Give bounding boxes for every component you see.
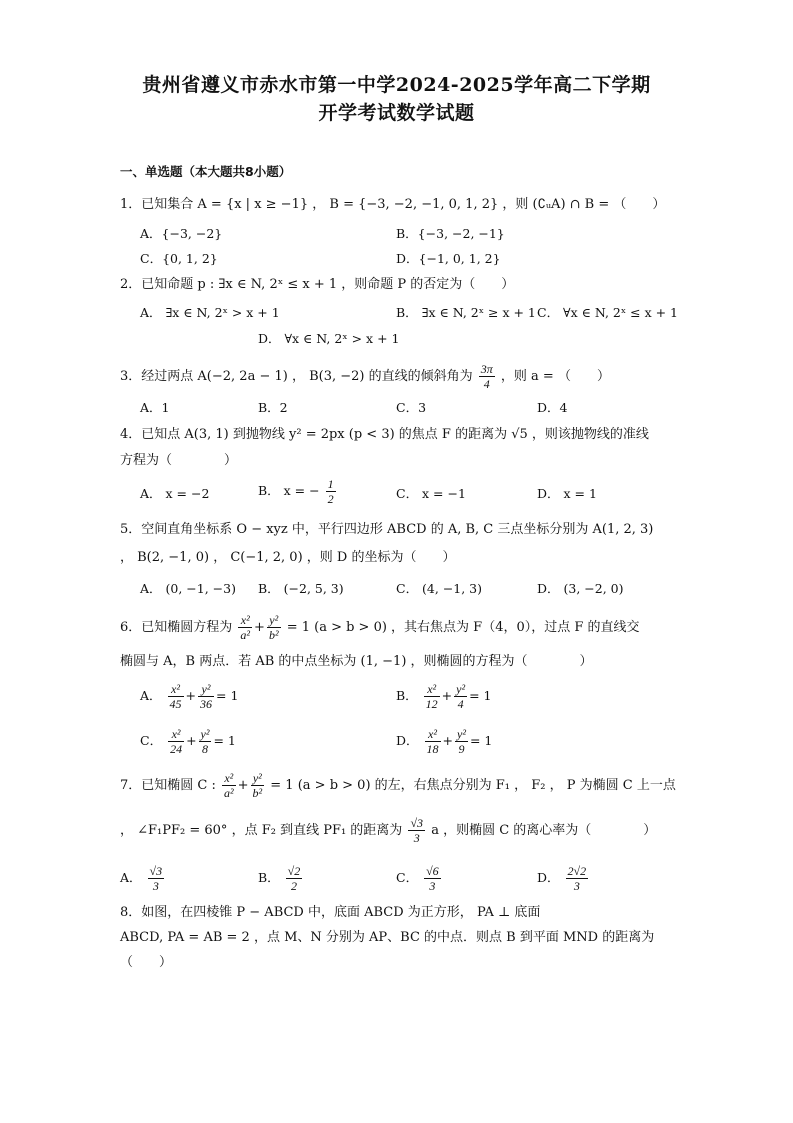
q7-option-c-numerator: √6 [426,864,439,878]
q7-option-c-label: C． [396,870,419,885]
q5-stem-line-2: ， B(2, −1, 0) ， C(−1, 2, 0) ，则 D 的坐标为（ ） [120,550,456,565]
q6-option-d-eq: = 1 [469,733,493,748]
q5-stem-line-1: 5．空间直角坐标系 O − xyz 中，平行四边形 ABCD 的 A, B, C 三点坐标分别为 A(1, 2, 3) [120,522,654,537]
q6-stem-part-a: 6．已知椭圆方程为 [120,620,233,635]
q4-option-b-denominator: 2 [327,492,334,506]
q7-option-a-numerator: √3 [149,864,163,878]
q4-option-c: C． x = −1 [396,486,466,501]
q7-option-c-fraction [424,864,441,893]
q7-option-b-label: B． [258,870,280,885]
q2-stem: 2．已知命题 p : ∃x ∈ N, 2ˣ ≤ x + 1 ，则命题 P 的否定为（ ） [120,277,515,292]
q7-fraction-y-numerator: y² [251,771,265,786]
q1-option-a: A．{−3, −2} [140,226,223,241]
q6-option-c [140,725,236,757]
q6-option-b-y-num: y² [456,682,466,696]
q6-fraction-x-numerator: x² [238,613,252,628]
q6-option-b-x-den: 12 [425,697,438,711]
q6-option-a-eq: = 1 [216,688,239,703]
q3-stem [120,362,610,392]
q7-plus: + [237,778,249,793]
q2-option-c: C． ∀x ∈ N, 2ˣ ≤ x + 1 [537,305,679,320]
q6-option-c-frac-y [199,727,212,756]
q8-stem-line-2: ABCD, PA = AB = 2 ，点 M、N 分别为 AP、BC 的中点．则点 B 到平面 MND 的距离为 [120,930,655,945]
q6-option-a-label: A． [140,688,162,703]
q4-option-a: A． x = −2 [140,486,210,501]
q7-stem2-numerator: √3 [410,816,424,830]
q7-option-d-numerator: 2√2 [567,864,587,878]
q7-option-b-numerator: √2 [287,864,301,878]
title-line-2: 开学考试数学试题 [318,102,475,124]
q7-stem-part-a: 7．已知椭圆 C : [120,778,216,793]
q7-option-b [258,862,304,894]
q6-option-b [396,680,492,712]
q6-fraction-y-numerator: y² [267,613,281,628]
q3-stem-part-a: 3．经过两点 A(−2, 2a − 1) ， B(3, −2) 的直线的倾斜角为 [120,369,473,384]
q7-stem-part-b: = 1 (a > b > 0) 的左，右焦点分别为 F₁ ， F₂ ， P 为椭圆 C 上一点 [270,778,676,793]
q6-option-a-x-den: 45 [169,697,182,711]
q6-fraction-x [238,613,252,642]
q6-option-d [396,725,492,757]
q3-fraction [479,362,495,391]
q4-option-d: D． x = 1 [537,486,597,501]
q8-stem-line-1: 8．如图，在四棱锥 P − ABCD 中，底面 ABCD 为正方形， PA ⊥ 底面 [120,905,541,920]
q7-option-d-label: D． [537,870,560,885]
q6-option-b-frac-x [424,682,440,711]
q5-option-c: C． (4, −1, 3) [396,581,483,596]
q6-option-b-label: B． [396,688,418,703]
q7-stem2-part-b: a ，则椭圆 C 的离心率为（ ） [431,823,657,838]
q2-option-a: A． ∃x ∈ N, 2ˣ > x + 1 [140,305,280,320]
q6-option-c-x-den: 24 [170,742,183,756]
q1-option-b: B．{−3, −2, −1} [396,226,505,241]
q7-option-d-fraction [566,864,589,893]
q6-option-d-frac-x [425,727,441,756]
q6-option-b-x-num: x² [424,682,440,697]
q6-option-a-frac-x [168,682,184,711]
q7-fraction-x-numerator: x² [222,771,236,786]
q1-option-c: C．{0, 1, 2} [140,251,218,266]
q1-option-d: D．{−1, 0, 1, 2} [396,251,501,266]
q7-stem2-part-a: ， ∠F₁PF₂ = 60° ，点 F₂ 到直线 PF₁ 的距离为 [120,823,403,838]
q5-option-b: B． (−2, 5, 3) [258,581,344,596]
q6-option-d-label: D． [396,733,419,748]
q6-fraction-y-denominator: b² [268,628,279,642]
section-heading: 一、单选题（本大题共8小题） [120,164,292,179]
q6-option-c-x-num: x² [168,727,184,742]
q7-fraction-x-denominator: a² [224,786,234,800]
q7-fraction-y [251,771,265,800]
q6-option-d-frac-y [455,727,468,756]
q6-option-a-plus: + [185,688,196,703]
q6-option-a-x-num: x² [168,682,184,697]
q4-stem-line-1: 4．已知点 A(3, 1) 到抛物线 y² = 2px (p < 3) 的焦点 F 的距离为 √5 ，则该抛物线的准线 [120,427,649,442]
q4-option-b-label: B． x = − [258,483,320,498]
q6-option-c-y-num: y² [200,727,210,741]
q3-option-d: D．4 [537,400,568,415]
q7-stem-line-2 [120,815,656,847]
q7-option-a-label: A． [120,870,142,885]
q5-option-a: A． (0, −1, −3) [140,581,236,596]
q7-stem2-denominator: 3 [413,831,420,845]
q7-option-d [537,862,590,894]
q2-option-d: D． ∀x ∈ N, 2ˣ > x + 1 [258,331,400,346]
q3-stem-part-b: ，则 a = （ ） [500,369,610,384]
q6-fraction-y [267,613,281,642]
q6-option-b-frac-y [454,682,467,711]
q7-option-c-denominator: 3 [429,879,436,893]
q3-fraction-numerator: 3π [480,362,493,376]
q6-plus: + [254,620,265,635]
q3-option-a: A．1 [140,400,170,415]
q3-option-b: B．2 [258,400,288,415]
title-line-1: 贵州省遵义市赤水市第一中学2024-2025学年高二下学期 [142,74,651,96]
q4-stem-line-2: 方程为（ ） [120,453,238,468]
q6-option-b-y-den: 4 [457,697,464,711]
q6-option-d-x-num: x² [425,727,441,742]
q7-option-a [120,862,166,894]
q7-option-b-denominator: 2 [290,879,297,893]
q7-option-d-denominator: 3 [573,879,580,893]
q6-option-d-y-num: y² [457,727,466,741]
q6-option-a-y-den: 36 [200,697,212,711]
q7-stem-line-1 [120,770,676,802]
q6-option-a [140,680,238,712]
q2-option-b: B． ∃x ∈ N, 2ˣ ≥ x + 1 [396,305,536,320]
q4-option-b-fraction [326,477,336,506]
q6-option-c-plus: + [186,733,197,748]
q6-option-a-y-num: y² [198,682,214,697]
q3-option-c: C．3 [396,400,427,415]
q7-option-a-denominator: 3 [152,879,159,893]
q4-option-b-numerator: 1 [327,477,334,491]
q7-option-c [396,862,443,894]
q6-option-c-eq: = 1 [213,733,236,748]
q7-option-a-fraction [148,864,165,893]
q6-option-c-label: C． [140,733,163,748]
q6-stem-part-b: = 1 (a > b > 0) ，其右焦点为 F（4，0），过点 F 的直线交 [286,620,640,635]
q7-fraction-x [222,771,236,800]
q6-fraction-x-denominator: a² [240,628,251,642]
q3-fraction-denominator: 4 [483,377,490,391]
q4-option-b [258,476,338,506]
q6-stem-line-1 [120,612,640,644]
q1-stem: 1．已知集合 A = {x | x ≥ −1} ， B = {−3, −2, −1, 0, 1, 2} ，则 (∁ᵤA) ∩ B = （ ） [120,197,666,212]
q7-option-b-fraction [286,864,303,893]
q6-option-d-y-den: 9 [458,742,465,756]
q6-option-a-frac-y [198,682,214,711]
q5-option-d: D． (3, −2, 0) [537,581,624,596]
q6-option-c-frac-x [168,727,184,756]
q6-option-b-eq: = 1 [469,688,492,703]
q6-option-b-plus: + [441,688,453,703]
q8-stem-line-3: （ ） [120,955,173,970]
q6-stem-line-2: 椭圆与 A，B 两点．若 AB 的中点坐标为 (1, −1) ，则椭圆的方程为（ ） [120,654,593,669]
q6-option-d-x-den: 18 [426,742,439,756]
q6-option-c-y-den: 8 [202,742,209,756]
q7-stem2-fraction [408,816,425,845]
q6-option-d-plus: + [442,733,453,748]
q7-fraction-y-denominator: b² [252,786,263,800]
